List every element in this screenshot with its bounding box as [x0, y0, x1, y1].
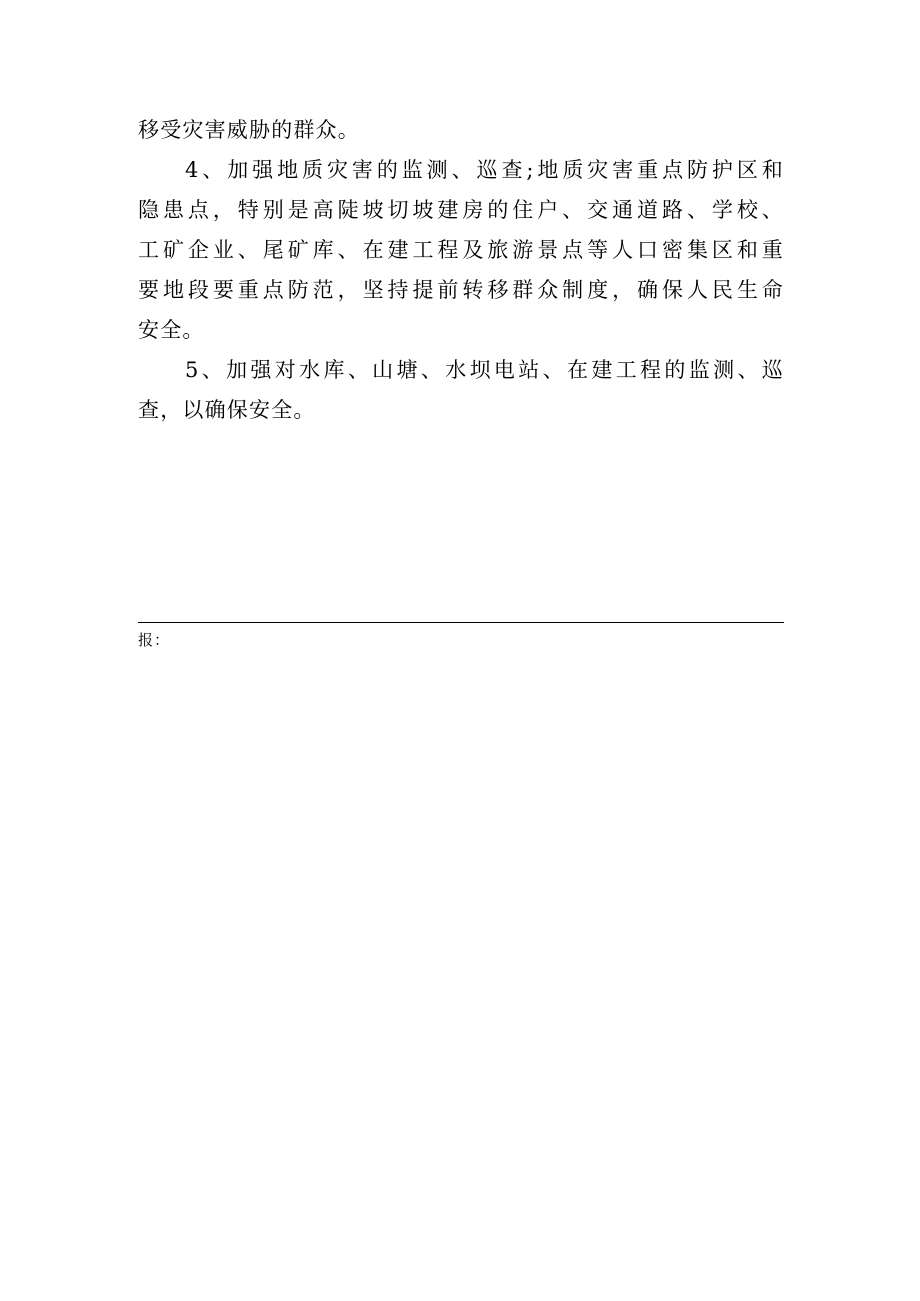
- paragraph-line: 隐患点，特别是高陡坡切坡建房的住户、交通道路、学校、: [138, 198, 784, 222]
- paragraph-line: 要地段要重点防范，坚持提前转移群众制度，确保人民生命: [138, 278, 784, 302]
- paragraph-line: 安全。: [138, 318, 205, 342]
- paragraph-line: 5、加强对水库、山塘、水坝电站、在建工程的监测、巡: [185, 358, 784, 382]
- paragraph-line: 4、加强地质灾害的监测、巡查;地质灾害重点防护区和: [185, 158, 784, 182]
- paragraph-line: 查，以确保安全。: [138, 398, 316, 422]
- document-body: [138, 110, 784, 430]
- paragraph-line: 工矿企业、尾矿库、在建工程及旅游景点等人口密集区和重: [138, 238, 784, 262]
- report-to-label: 报：: [138, 631, 171, 649]
- footer-divider: [138, 622, 784, 623]
- paragraph-line: 移受灾害威胁的群众。: [138, 118, 360, 142]
